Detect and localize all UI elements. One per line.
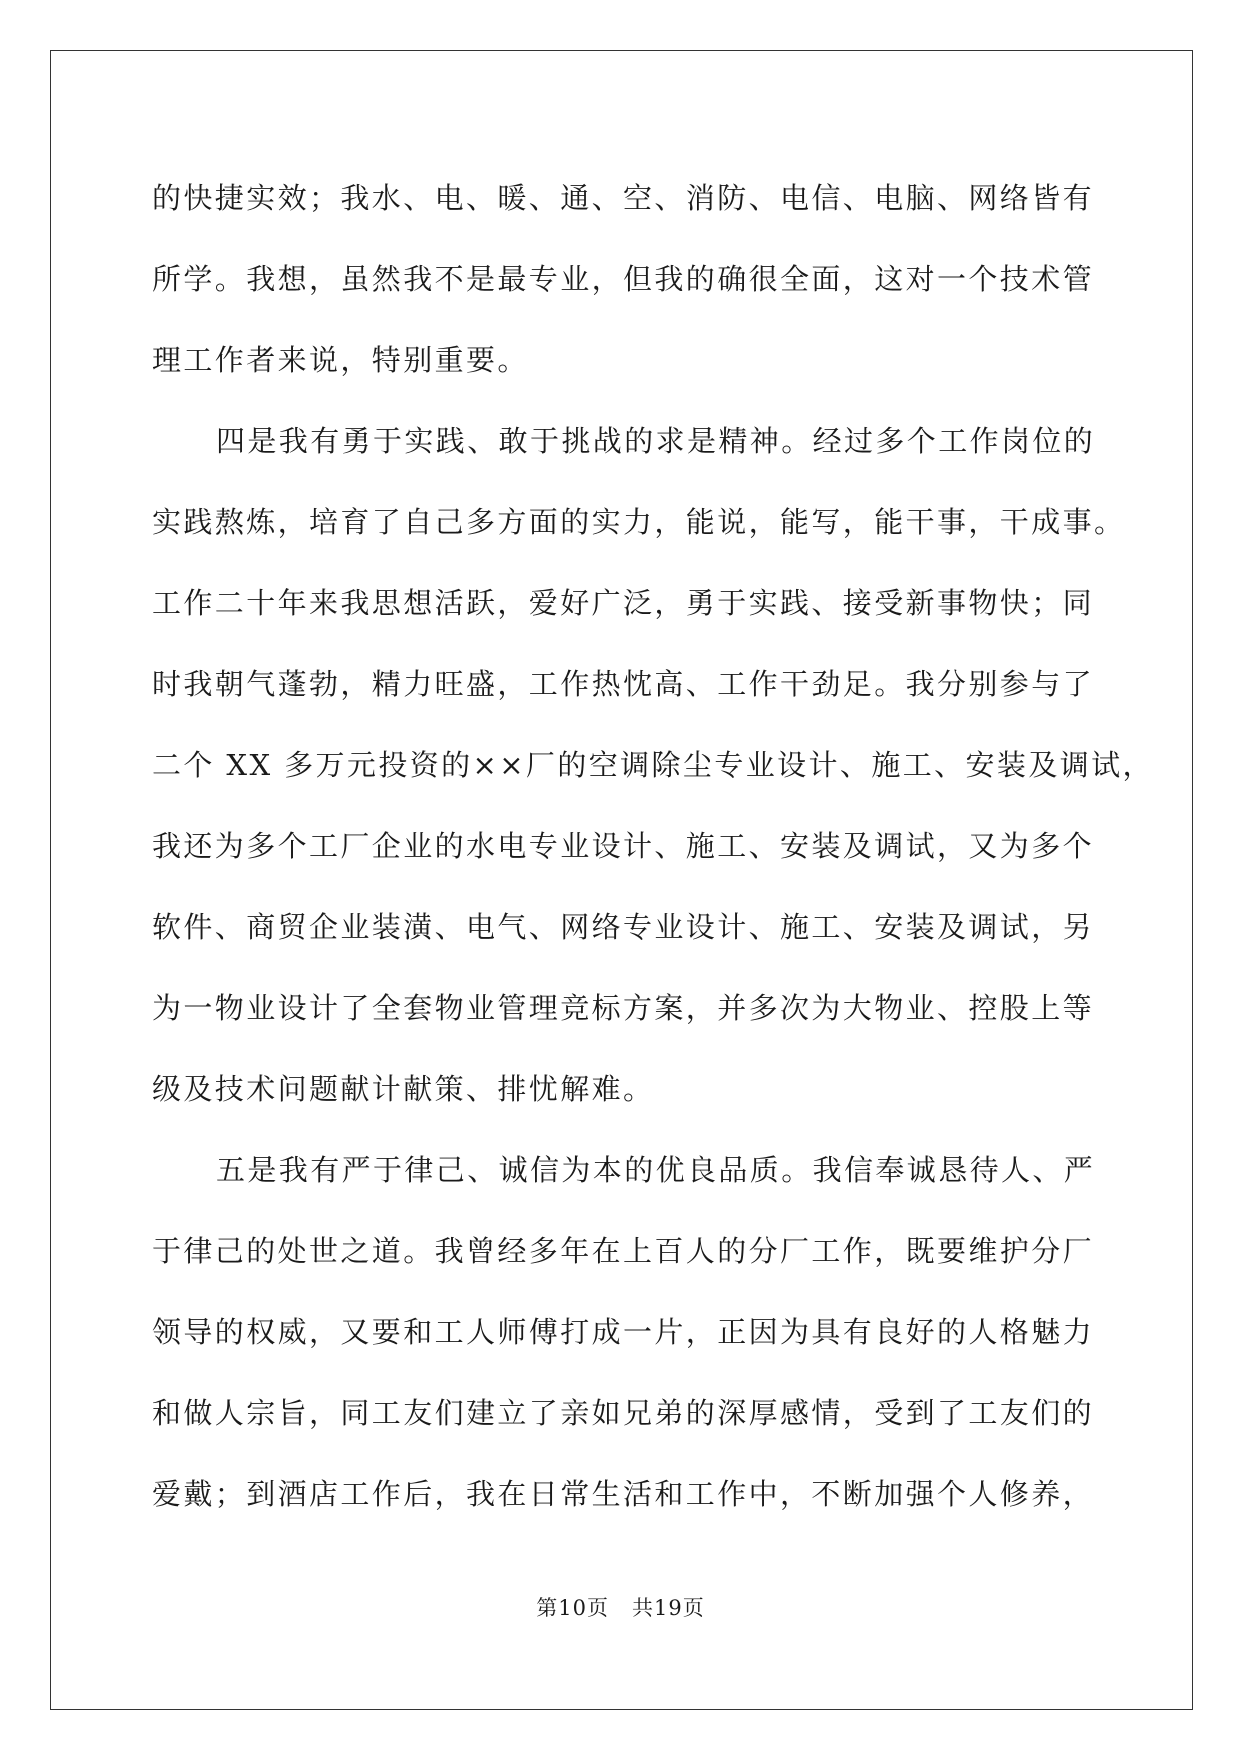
current-page-number: 第10页	[536, 1596, 609, 1620]
text-line: 于律己的处世之道。我曾经多年在上百人的分厂工作，既要维护分厂	[152, 1234, 1095, 1268]
text-line: 爱戴；到酒店工作后，我在日常生活和工作中，不断加强个人修养，	[152, 1477, 1095, 1511]
text-line: 和做人宗旨，同工友们建立了亲如兄弟的深厚感情，受到了工友们的	[152, 1396, 1095, 1430]
text-line: 时我朝气蓬勃，精力旺盛，工作热忱高、工作干劲足。我分别参与了	[152, 667, 1095, 701]
text-line: 软件、商贸企业装潢、电气、网络专业设计、施工、安装及调试，另	[152, 910, 1095, 944]
page-footer	[0, 1592, 1241, 1622]
text-line: 理工作者来说，特别重要。	[152, 343, 529, 377]
text-line: 工作二十年来我思想活跃，爱好广泛，勇于实践、接受新事物快；同	[152, 586, 1095, 620]
text-line: 级及技术问题献计献策、排忧解难。	[152, 1072, 655, 1106]
text-line: 为一物业设计了全套物业管理竞标方案，并多次为大物业、控股上等	[152, 991, 1095, 1025]
text-line: 领导的权威，又要和工人师傅打成一片，正因为具有良好的人格魅力	[152, 1315, 1095, 1349]
text-line: 五是我有严于律己、诚信为本的优良品质。我信奉诚恳待人、严	[216, 1153, 1096, 1187]
text-line: 的快捷实效；我水、电、暖、通、空、消防、电信、电脑、网络皆有	[152, 181, 1095, 215]
total-pages: 共19页	[632, 1596, 705, 1620]
text-line: 所学。我想，虽然我不是最专业，但我的确很全面，这对一个技术管	[152, 262, 1095, 296]
text-line: 实践熬炼，培育了自己多方面的实力，能说，能写，能干事，干成事。	[152, 505, 1126, 539]
text-line: 二个 XX 多万元投资的××厂的空调除尘专业设计、施工、安装及调试，	[152, 748, 1154, 782]
text-line: 我还为多个工厂企业的水电专业设计、施工、安装及调试，又为多个	[152, 829, 1095, 863]
text-line: 四是我有勇于实践、敢于挑战的求是精神。经过多个工作岗位的	[216, 424, 1096, 458]
document-body	[152, 158, 1154, 1535]
